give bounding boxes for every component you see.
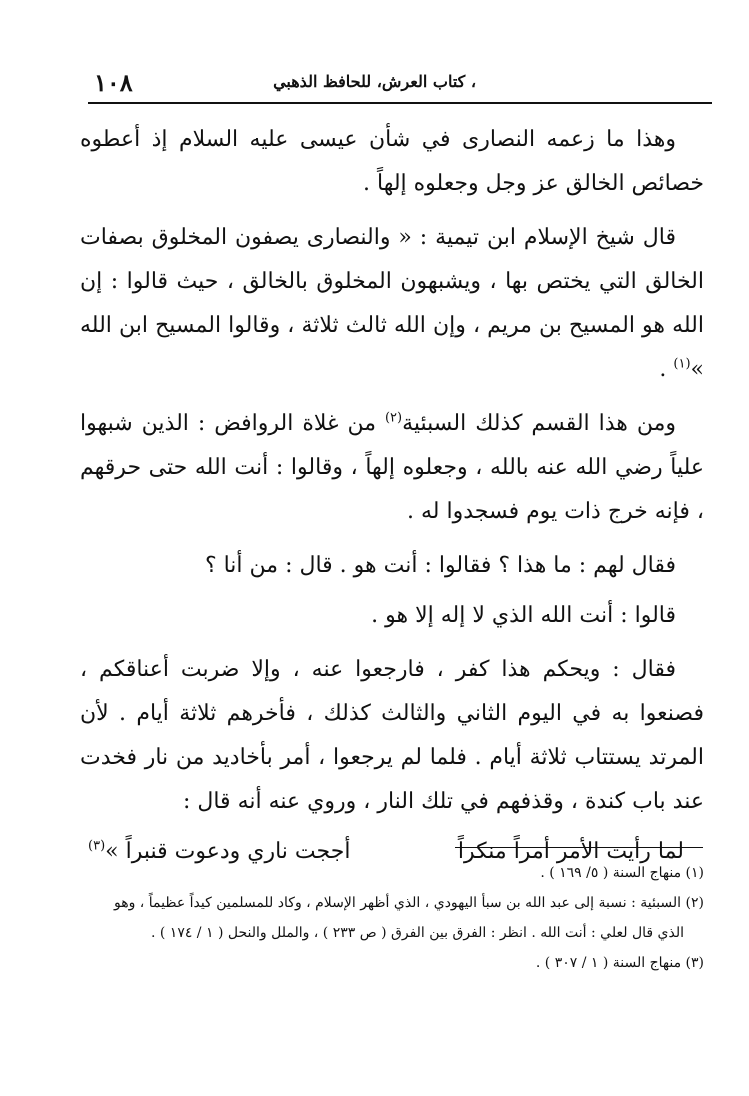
ibn-taymiyya-quote: قال شيخ الإسلام ابن تيمية : « والنصارى يصفون المخلوق بصفات الخالق التي يختص بها ، ويشبهون المخلوق بالخالق ، حيث قالوا : إن الله هو المسيح بن مريم ، وإن الله ثالث ثلاثة ، وقالوا المسيح ابن الله » (80, 225, 704, 382)
footnote-ref-2: (٢) (384, 410, 403, 426)
paragraph-1: وهذا ما زعمه النصارى في شأن عيسى عليه السلام إذ أعطوه خصائص الخالق عز وجل وجعلوه إلهاً . (80, 127, 704, 196)
paragraph-2 (80, 216, 704, 392)
paragraph-3-rest: من غلاة الروافض : الذين شبهوا علياً رضي الله عنه بالله ، وجعلوه إلهاً ، وقالوا : أنت الله حتى حرقهم ، فإنه خرج ذات يوم فسجدوا له . (80, 411, 704, 524)
footnotes (72, 858, 704, 978)
footnote-1: (١) منهاج السنة ( ٥/ ١٦٩ ) . (540, 865, 704, 881)
verse-second-hemistich: أججت ناري ودعوت قنبراً » (105, 839, 351, 864)
paragraph-3-start: ومن هذا القسم كذلك السبئية (402, 411, 676, 436)
footnote-3: (٣) منهاج السنة ( ١ / ٣٠٧ ) . (535, 955, 704, 971)
footnote-ref-3: (٣) (88, 838, 106, 854)
paragraph-6: فقال : ويحكم هذا كفر ، فارجعوا عنه ، وإلا ضربت أعناقكم ، فصنعوا به في اليوم الثاني والثالث كذلك ، فأخرهم ثلاثة أيام . لأن المرتد يستتاب ثلاثة أيام . فلما لم يرجعوا ، أمر بأخاديد من نار فخدت عند باب كندة ، وقذفهم في تلك النار ، وروي عنه أنه قال : (80, 657, 704, 814)
main-text (80, 118, 704, 874)
paragraph-4: فقال لهم : ما هذا ؟ فقالوا : أنت هو . قال : من أنا ؟ (204, 553, 676, 578)
page-header (88, 66, 712, 104)
verse-first-hemistich: لما رأيت الأمر أمراً منكراً (457, 839, 684, 864)
page-number: ١٠٨ (94, 68, 133, 97)
paragraph-5: قالوا : أنت الله الذي لا إله إلا هو . (371, 603, 676, 628)
footnote-2: (٢) السبئية : نسبة إلى عبد الله بن سبأ اليهودي ، الذي أظهر الإسلام ، وكاد للمسلمين كيداً عظيماً ، وهو (113, 895, 704, 911)
footnote-2-continuation: الذي قال لعلي : أنت الله . انظر : الفرق بين الفرق ( ص ٢٣٣ ) ، والملل والنحل ( ١ / ١٧٤ ) . (150, 925, 684, 941)
footnote-ref-1: (١) (673, 356, 691, 372)
footnote-separator (455, 847, 703, 848)
paragraph-3 (80, 402, 704, 534)
paragraph-2-end: . (659, 357, 674, 382)
running-title: ، كتاب العرش، للحافظ الذهبي (273, 72, 476, 91)
